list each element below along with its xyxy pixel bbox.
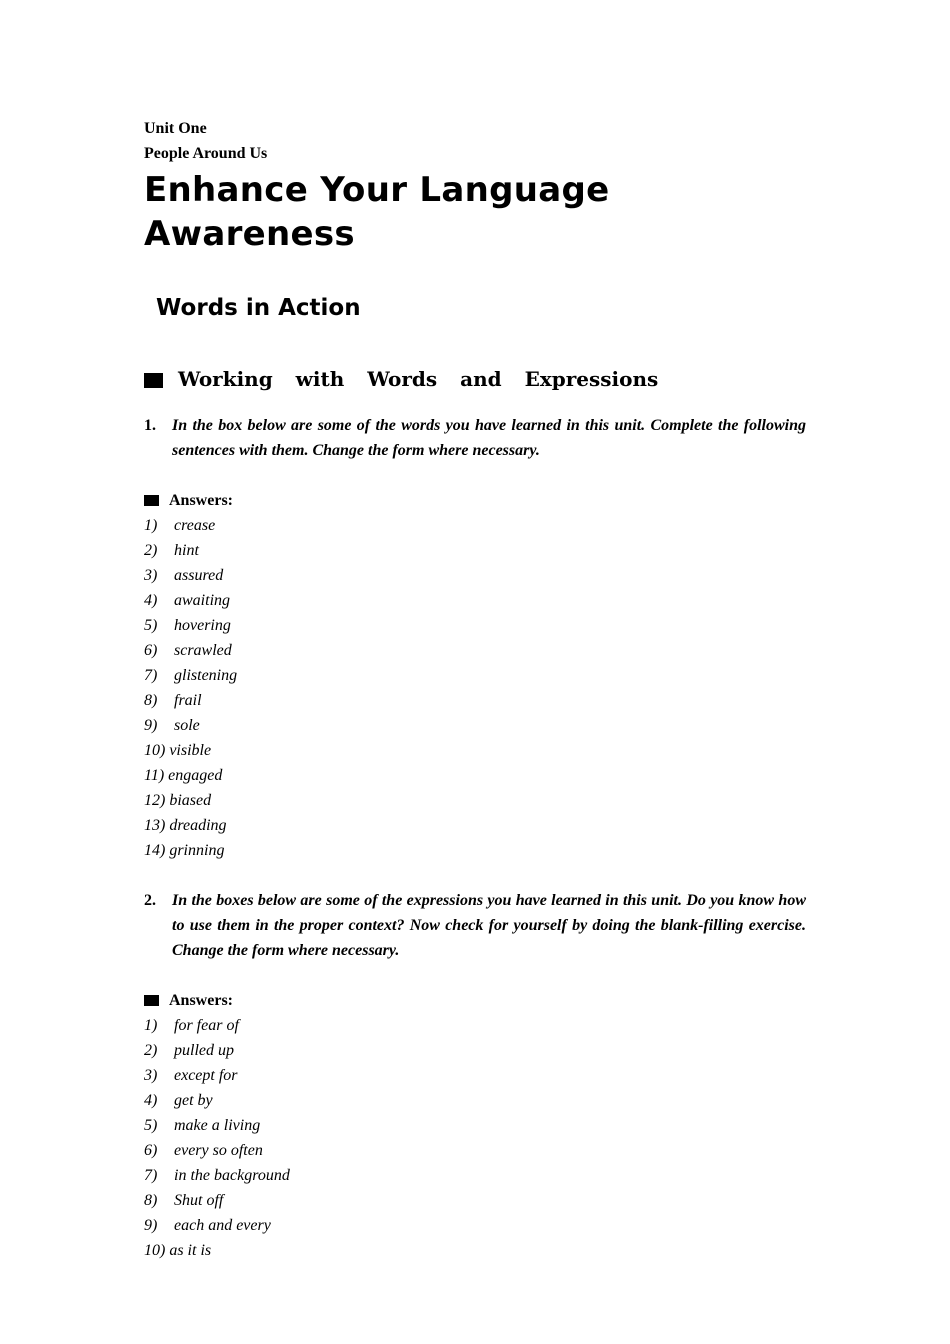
answer-text: grinning [169, 842, 225, 859]
answer-text: engaged [168, 767, 223, 784]
list-item [144, 1063, 806, 1088]
answer-number: 3) [144, 1067, 158, 1084]
answer-number: 9) [144, 1217, 158, 1234]
answer-number: 14) [144, 842, 166, 859]
answer-number: 5) [144, 617, 158, 634]
answers-label: Answers: [169, 492, 233, 509]
exercise-2-answer-list [144, 1013, 806, 1263]
answer-number: 6) [144, 642, 158, 659]
answer-number: 12) [144, 792, 166, 809]
unit-label: Unit One [144, 120, 207, 137]
list-item [144, 513, 806, 538]
answer-number: 6) [144, 1142, 158, 1159]
answer-text: in the background [174, 1167, 290, 1184]
list-item [144, 1238, 806, 1263]
answer-number: 1) [144, 1017, 158, 1034]
list-item [144, 813, 806, 838]
answer-number: 7) [144, 667, 158, 684]
answer-number: 9) [144, 717, 158, 734]
list-item [144, 563, 806, 588]
list-item [144, 713, 806, 738]
list-item [144, 588, 806, 613]
list-item [144, 638, 806, 663]
list-item [144, 1188, 806, 1213]
answer-text: frail [174, 692, 202, 709]
answer-text: except for [174, 1067, 238, 1084]
square-bullet-icon [144, 373, 163, 388]
exercise-2-text: In the boxes below are some of the expressions you have learned in this unit. Do you know how to use them in the proper context? Now check for yourself by doing the blank-filling exercise. Change the form where necessary. [172, 892, 806, 959]
answer-text: for fear of [174, 1017, 239, 1034]
list-item [144, 1213, 806, 1238]
exercise-1-number: 1. [144, 417, 156, 434]
exercise-1-answers-heading [144, 488, 806, 513]
list-item [144, 613, 806, 638]
list-item [144, 1113, 806, 1138]
exercise-2-answers-heading [144, 988, 806, 1013]
answer-text: dreading [169, 817, 227, 834]
list-item [144, 1163, 806, 1188]
list-item [144, 663, 806, 688]
answer-number: 13) [144, 817, 166, 834]
answer-number: 2) [144, 1042, 158, 1059]
list-item [144, 788, 806, 813]
answer-text: visible [169, 742, 212, 759]
answer-text: biased [169, 792, 212, 809]
answer-text: crease [174, 517, 216, 534]
answer-text: every so often [174, 1142, 263, 1159]
unit-title: People Around Us [144, 145, 268, 162]
answer-text: hint [174, 542, 199, 559]
list-item [144, 738, 806, 763]
list-item [144, 688, 806, 713]
answer-text: make a living [174, 1117, 261, 1134]
list-item [144, 1138, 806, 1163]
answer-number: 3) [144, 567, 158, 584]
list-item [144, 1013, 806, 1038]
answer-text: get by [174, 1092, 213, 1109]
answer-number: 1) [144, 517, 158, 534]
answer-number: 8) [144, 1192, 158, 1209]
answer-text: as it is [169, 1242, 212, 1259]
exercise-2-number: 2. [144, 892, 156, 909]
list-item [144, 763, 806, 788]
answer-number: 4) [144, 1092, 158, 1109]
answer-number: 8) [144, 692, 158, 709]
list-item [144, 838, 806, 863]
answer-number: 10) [144, 1242, 166, 1259]
answer-text: each and every [174, 1217, 271, 1234]
exercise-1-instruction [144, 413, 806, 463]
answer-number: 2) [144, 542, 158, 559]
answer-text: hovering [174, 617, 231, 634]
section-subtitle: Words in Action [156, 295, 361, 321]
square-bullet-icon [144, 495, 159, 506]
answer-text: awaiting [174, 592, 231, 609]
answer-number: 10) [144, 742, 166, 759]
page-title: Enhance Your Language Awareness [144, 170, 610, 254]
square-bullet-icon [144, 995, 159, 1006]
section-heading [144, 365, 806, 393]
answers-label: Answers: [169, 992, 233, 1009]
answer-text: scrawled [174, 642, 232, 659]
answer-number: 7) [144, 1167, 158, 1184]
list-item [144, 538, 806, 563]
answer-number: 11) [144, 767, 165, 784]
answer-text: glistening [174, 667, 238, 684]
list-item [144, 1088, 806, 1113]
exercise-1-text: In the box below are some of the words you have learned in this unit. Complete the following sentences with them. Change the form where necessary. [172, 417, 806, 459]
document-page [144, 116, 806, 1263]
answer-number: 4) [144, 592, 158, 609]
exercise-1-answer-list [144, 513, 806, 863]
answer-text: Shut off [174, 1192, 224, 1209]
answer-number: 5) [144, 1117, 158, 1134]
list-item [144, 1038, 806, 1063]
answer-text: sole [174, 717, 200, 734]
answer-text: pulled up [174, 1042, 234, 1059]
answer-text: assured [174, 567, 224, 584]
exercise-2-instruction [144, 888, 806, 963]
section-heading-text: Working with Words and Expressions [178, 367, 659, 391]
